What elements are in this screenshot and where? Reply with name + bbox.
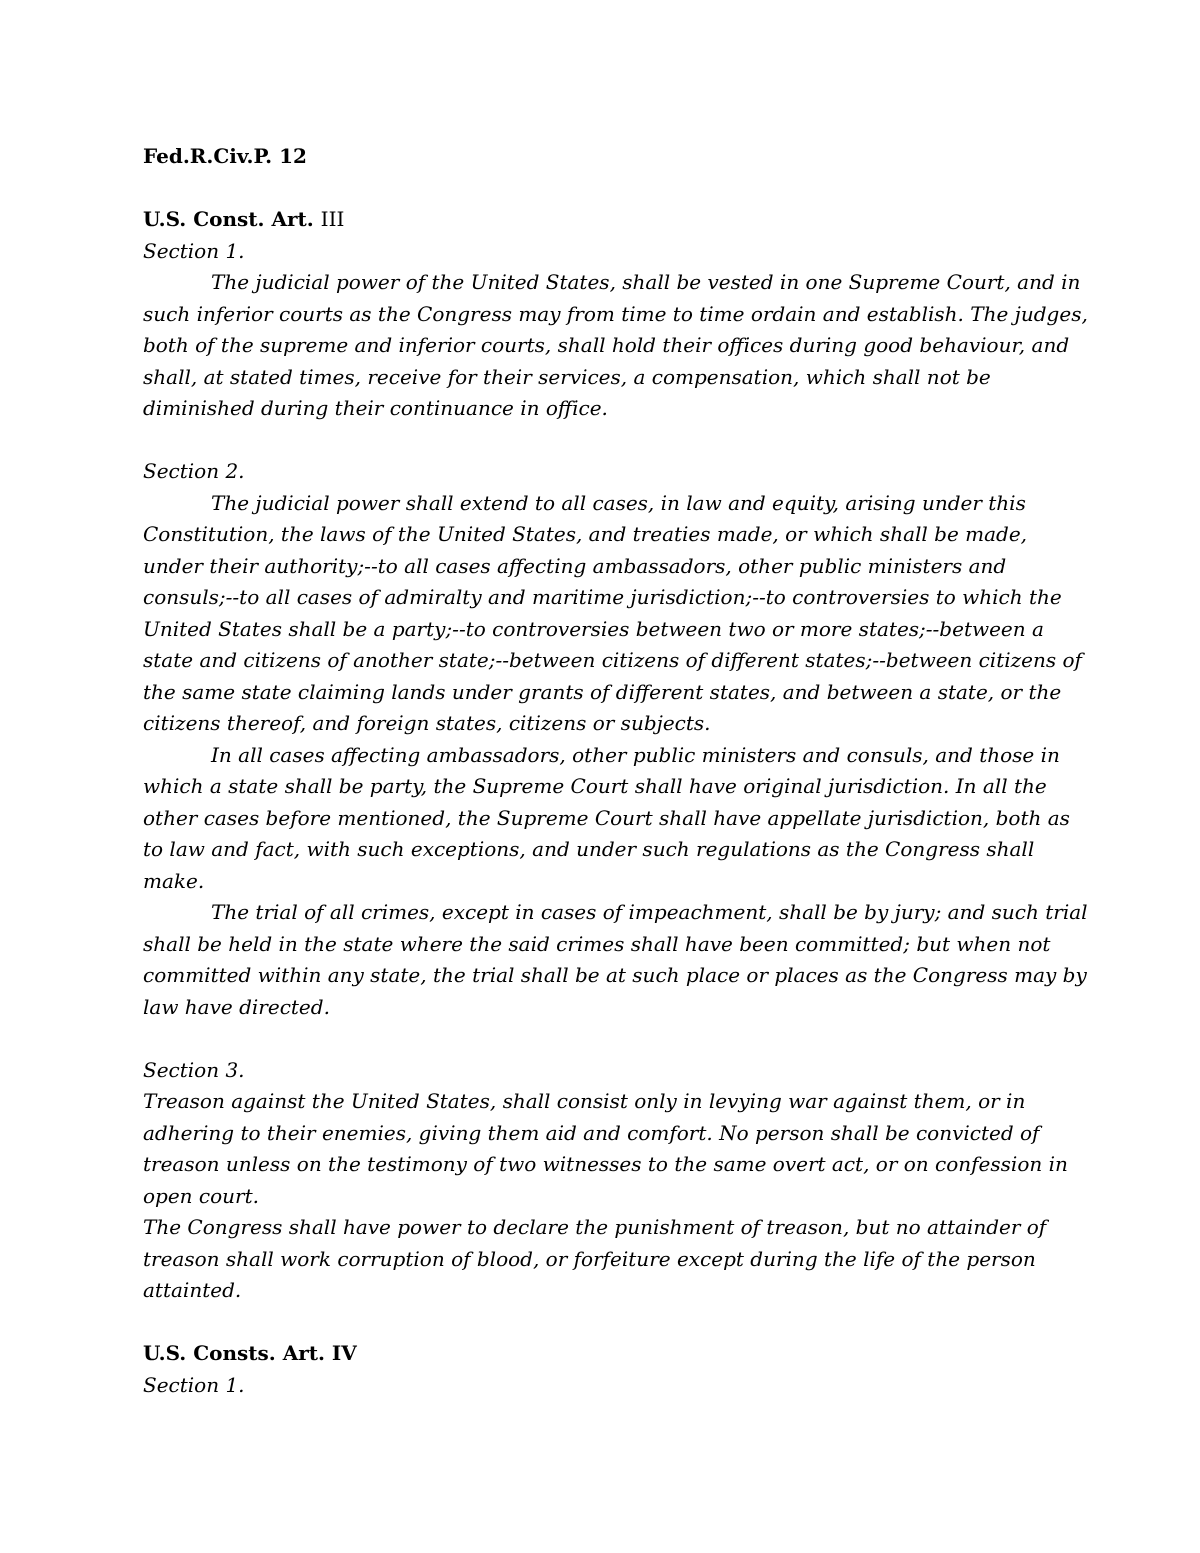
article-3-section-3-paragraph-1: Treason against the United States, shall consist only in levying war against them, or in adhering to their enemies, giving them aid and comfort. No person shall be convicted of treason unless on the testimony of two witnesses to the same overt act, or on confession in open court. (143, 1089, 1068, 1208)
spacer (143, 425, 1090, 457)
article-3-section-2-paragraph-2: In all cases affecting ambassadors, other public ministers and consuls, and those in which a state shall be party, the Supreme Court shall have original jurisdiction. In all the other cases before mentioned, the Supreme Court shall have appellate jurisdiction, both as to law and fact, with such exceptions, and under such regulations as the Congress shall make. (143, 742, 1070, 893)
article-3-numeral: III (320, 207, 345, 231)
spacer (143, 1023, 1090, 1055)
spacer (143, 1307, 1090, 1339)
spacer (143, 173, 1090, 205)
article-3-section-2-paragraph-3: The trial of all crimes, except in cases of impeachment, shall be by jury; and such trial shall be held in the state where the said crimes shall have been committed; but when not committed within any state, the trial shall be at such place or places as the Congress may by law have directed. (143, 900, 1088, 1019)
article-4-section-1-label: Section 1. (143, 1372, 245, 1397)
article-3-section-1-label: Section 1. (143, 238, 245, 263)
article-3-section-2-label: Section 2. (143, 459, 245, 483)
article-4-heading: U.S. Consts. Art. IV (143, 1341, 357, 1365)
article-3-section-3-label: Section 3. (143, 1057, 245, 1082)
article-3-section-2-paragraph-1: The judicial power shall extend to all cases, in law and equity, arising under this Constitution, the laws of the United States, and treaties made, or which shall be made, under their authority;--to all cases affecting ambassadors, other public ministers and consuls;--to all cases of admiralty and maritime jurisdiction;--to controversies to which the United States shall be a party;--to controversies between two or more states;--between a state and citizens of another state;--between citizens of different states;--between citizens of the same state claiming lands under grants of different states, and between a state, or the citizens thereof, and foreign states, citizens or subjects. (143, 490, 1082, 735)
article-3-section-1-paragraph-1: The judicial power of the United States, shall be vested in one Supreme Court, and in such inferior courts as the Congress may from time to time ordain and establish. The judges, both of the supreme and inferior courts, shall hold their offices during good behaviour, and shall, at stated times, receive for their services, a compensation, which shall not be diminished during their continuance in office. (143, 270, 1088, 420)
rule-citation: Fed.R.Civ.P. 12 (143, 144, 307, 168)
article-3-heading (143, 204, 1090, 236)
article-3-heading-text: U.S. Const. Art. (143, 207, 314, 231)
article-3-section-3-paragraph-2: The Congress shall have power to declare the punishment of treason, but no attainder of treason shall work corruption of blood, or forfeiture except during the life of the person attainted. (143, 1215, 1047, 1302)
